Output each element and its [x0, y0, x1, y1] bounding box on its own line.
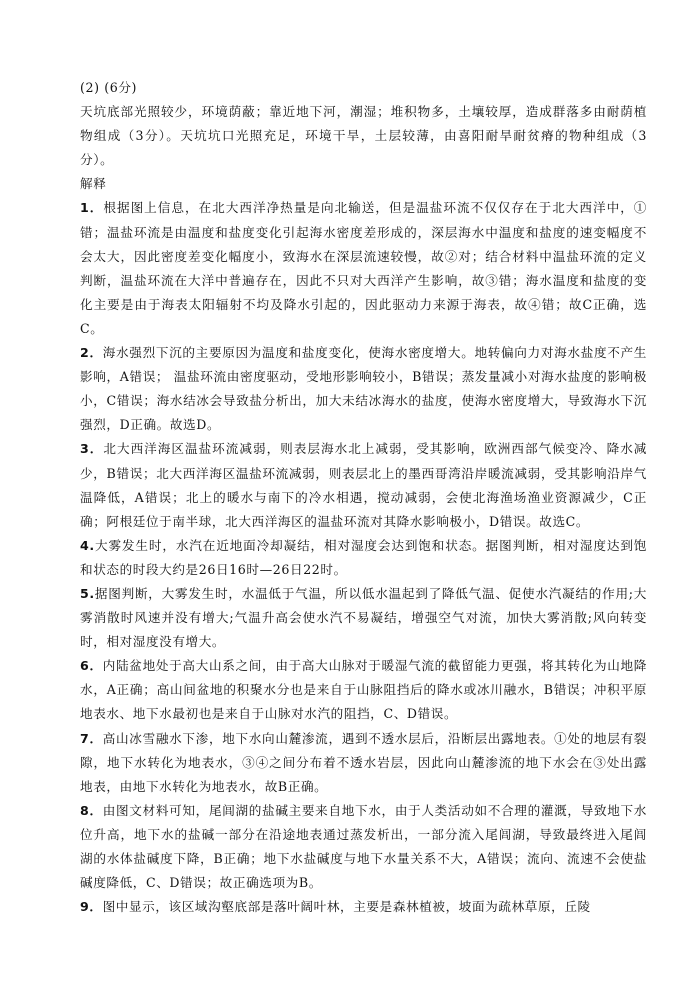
item-number: 2．	[80, 345, 103, 361]
item-number: 8．	[80, 802, 103, 818]
explanation-item-3	[80, 437, 647, 533]
item-number: 9．	[80, 899, 103, 915]
item-number: 5.	[80, 585, 95, 601]
item-text: 高山冰雪融水下渗，地下水向山麓渗流，遇到不透水层后，沿断层出露地表。①处的地层有裂隙，地下水转化为地表水，③④之间分布着不透水岩层，因此向山麓渗流的地下水会在③处出露地表，由地下水转化为地表水，故B正确。	[80, 730, 647, 794]
explanation-item-4	[80, 534, 647, 582]
q2-header: (2) (6分)	[80, 80, 138, 95]
explanation-item-5	[80, 582, 647, 654]
item-number: 3．	[80, 441, 104, 457]
explanation-title: 解释	[80, 176, 107, 192]
item-number: 4.	[80, 537, 95, 553]
item-text: 北大西洋海区温盐环流减弱，则表层海水北上减弱，受其影响，欧洲西部气候变冷、降水减少，B错误；北大西洋海区温盐环流减弱，则表层北上的墨西哥湾沿岸暖流减弱，受其影响沿岸气温降低，A错误；北上的暖水与南下的冷水相遇，搅动减弱，会使北海渔场渔业资源减少，C正确；阿根廷位于南半球，北大西洋海区的温盐环流对其降水影响极小，D错误。故选C。	[80, 441, 647, 529]
item-text: 海水强烈下沉的主要原因为温度和盐度变化，使海水密度增大。地转偏向力对海水盐度不产生影响，A错误； 温盐环流由密度驱动，受地形影响较小，B错误；蒸发量减小对海水盐度的影响极小，C错误；海水结冰会导致盐分析出，加大未结冰海水的盐度，使海水密度增大，导致海水下沉强烈，D正确。故选D。	[80, 345, 647, 433]
item-number: 7．	[80, 730, 103, 746]
item-number: 6．	[80, 658, 103, 674]
item-text: 图中显示，该区域沟壑底部是落叶阔叶林，主要是森林植被，坡面为疏林草原，丘陵	[102, 899, 591, 915]
explanation-item-2	[80, 341, 647, 437]
explanation-item-1	[80, 196, 647, 341]
explanation-item-8	[80, 799, 647, 895]
item-text: 根据图上信息，在北大西洋净热量是向北输送，但是温盐环流不仅仅存在于北大西洋中，①错；温盐环流是由温度和盐度变化引起海水密度差形成的，深层海水中温度和盐度的速变幅度不会太大，因此密度差变化幅度小，致海水在深层流速较慢，故②对；结合材料中温盐环流的定义判断，温盐环流在大洋中普遍存在，因此不只对大西洋产生影响，故③错；海水温度和盐度的变化主要是由于海表太阳辐射不均及降水引起的，因此驱动力来源于海表，故④错；故C正确，选C。	[80, 200, 647, 336]
item-number: 1．	[80, 200, 104, 216]
item-text: 由图文材料可知，尾闾湖的盐碱主要来自地下水，由于人类活动如不合理的灌溉，导致地下水位升高，地下水的盐碱一部分在沿途地表通过蒸发析出，一部分流入尾闾湖，导致最终进入尾闾湖的水体盐碱度下降，B正确；地下水盐碱度与地下水量关系不大，A错误；流向、流速不会使盐碱度降低，C、D错误；故正确选项为B。	[80, 802, 647, 891]
item-text: 内陆盆地处于高大山系之间，由于高大山脉对于暖湿气流的截留能力更强，将其转化为山地降水，A正确；高山间盆地的积聚水分也是来自于山脉阻挡后的降水或冰川融水，B错误；冲积平原地表水、地下水最初也是来自于山脉对水汽的阻挡，C、D错误。	[80, 658, 647, 722]
q2-answer: 天坑底部光照较少，环境荫蔽；靠近地下河，潮湿；堆积物多，土壤较厚，造成群落多由耐荫植物组成（3分）。天坑坑口光照充足，环境干旱，土层较薄，由喜阳耐旱耐贫瘠的物种组成（3分）。	[80, 104, 647, 168]
explanation-item-7	[80, 727, 647, 799]
item-text: 据图判断，大雾发生时，水温低于气温，所以低水温起到了降低气温、促使水汽凝结的作用;大雾消散时风速并没有增大;气温升高会使水汽不易凝结，增强空气对流，加快大雾消散;风向转变时，相对湿度没有增大。	[80, 585, 647, 650]
explanation-item-6	[80, 654, 647, 726]
item-text: 大雾发生时，水汽在近地面冷却凝结，相对湿度会达到饱和状态。据图判断，相对湿度达到饱和状态的时段大约是26日16时—26日22时。	[80, 537, 647, 577]
explanation-item-9	[80, 895, 647, 919]
